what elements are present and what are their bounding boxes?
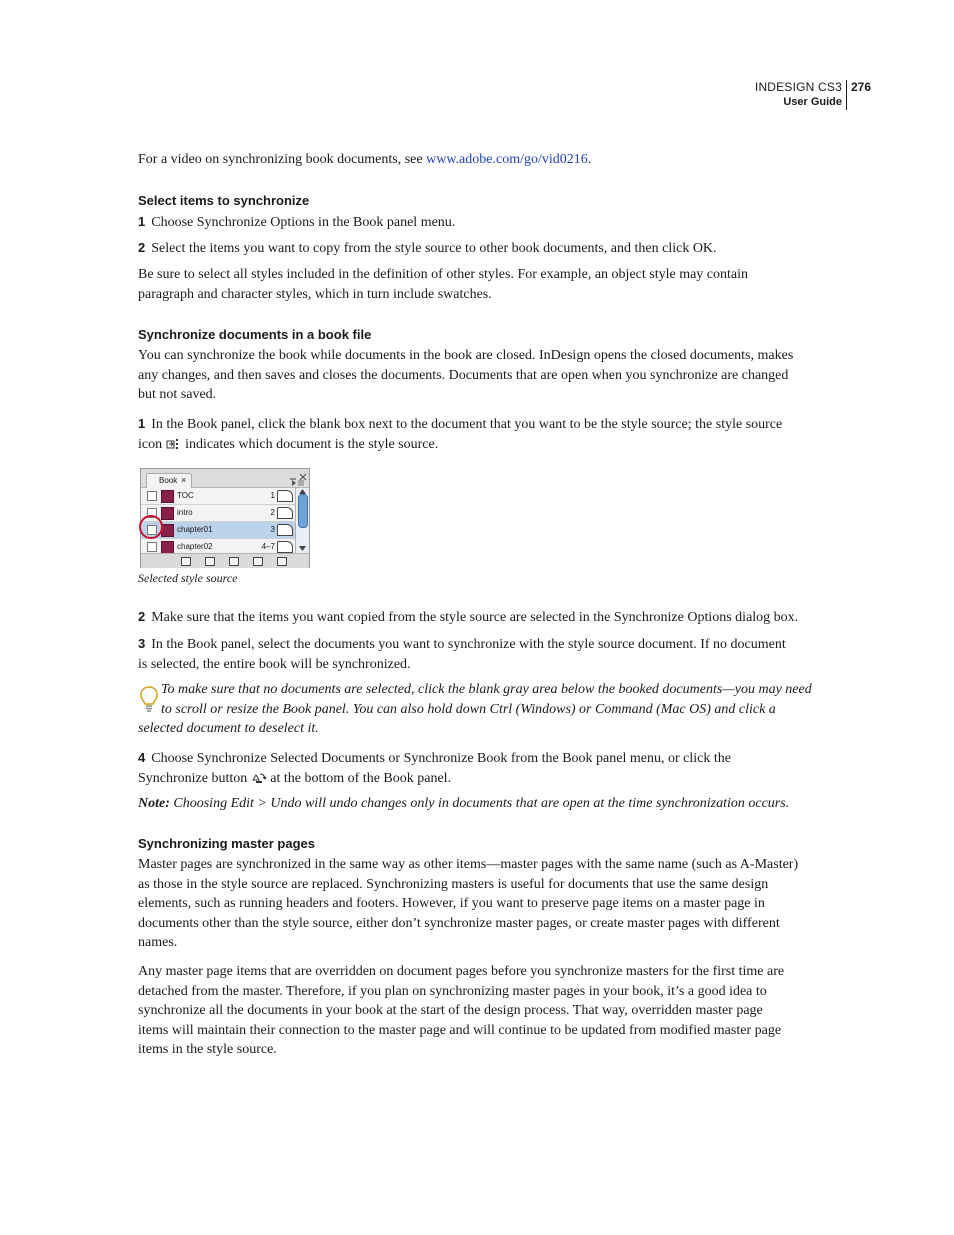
step-1-select: 1 Choose Synchronize Options in the Book panel menu. [138, 214, 456, 230]
section-heading-master-pages: Synchronizing master pages [138, 836, 315, 851]
synchronize-paragraph: You can synchronize the book while documents in the book are closed. InDesign opens the closed documents, makes any changes, and then saves and closes the documents. Documents that are open when you synchronize are changed but not saved. [138, 348, 794, 403]
add-document-icon[interactable] [253, 557, 263, 566]
panel-menu-icon[interactable] [291, 479, 305, 486]
intro-paragraph: For a video on synchronizing book documents, see www.adobe.com/go/vid0216. [138, 152, 592, 167]
tip-paragraph: To make sure that no documents are selected, click the blank gray area below the booked documents—you may need to scroll or resize the Book panel. You can also hold down Ctrl (Windows) or Command (Mac OS) and click a selected document to deselect it. [138, 682, 812, 737]
master-pages-paragraph-1: Master pages are synchronized in the same way as other items—master pages with the same name (such as A-Master) as those in the style source are replaced. Synchronizing masters is useful for documents that use the same design elements, such as running headers and footers. However, if you want to preserve page items on a master page in documents other than the style source, either don’t synchronize master pages, or create master pages with different names. [138, 857, 799, 951]
step-2-select: 2 Select the items you want to copy from the style source to other book documents, and then click OK. [138, 240, 717, 256]
list-item[interactable]: chapter01 3 [141, 522, 295, 539]
list-item[interactable]: chapter02 4–7 [141, 539, 295, 556]
section-heading-synchronize-documents: Synchronize documents in a book file [138, 327, 372, 342]
book-panel [140, 468, 310, 568]
step-1-style-source: 1 In the Book panel, click the blank box next to the document that you want to be the style source; the style source icon indicates which document is the style source. [138, 416, 783, 452]
style-source-box[interactable] [147, 491, 157, 501]
panel-bottom-toolbar [141, 553, 309, 568]
step-3-select-documents: 3 In the Book panel, select the documents you want to synchronize with the style source document. If no document is selected, the entire book will be synchronized. [138, 636, 786, 672]
style-source-bottom-icon[interactable] [181, 557, 191, 566]
list-item[interactable]: intro 2 [141, 505, 295, 522]
running-header-subtitle: User Guide [783, 96, 842, 108]
master-pages-paragraph-2: Any master page items that are overridden on document pages before you synchronize masters for the first time are detached from the master. Therefore, if you plan on synchronizing master pages in your book, it’s a good idea to synchronize all the documents in your book at the start of the design process. That way, overridden master page items will maintain their connection to the master page and will continue to be updated from modified master page items in the style source. [138, 964, 785, 1058]
document-status-icon [277, 541, 293, 553]
synchronize-button-icon [251, 772, 267, 784]
header-divider [846, 80, 847, 110]
style-source-box[interactable] [147, 542, 157, 552]
remove-document-icon[interactable] [277, 557, 287, 566]
style-source-icon [166, 437, 182, 451]
tab-book[interactable]: Book × [146, 473, 192, 488]
document-status-icon [277, 524, 293, 536]
scrollbar-thumb[interactable] [298, 494, 308, 528]
note-paragraph: Note: Choosing Edit > Undo will undo changes only in documents that are open at the time synchronization occurs. [138, 796, 790, 811]
step-2-options: 2 Make sure that the items you want copied from the style source are selected in the Synchronize Options dialog box. [138, 609, 799, 625]
video-link[interactable]: www.adobe.com/go/vid0216 [426, 152, 588, 167]
styles-paragraph: Be sure to select all styles included in the definition of other styles. For example, an object style may contain paragraph and character styles, which in turn include swatches. [138, 267, 749, 302]
section-heading-select-items: Select items to synchronize [138, 193, 310, 208]
scroll-down-arrow-icon[interactable] [299, 546, 306, 551]
list-item[interactable]: TOC 1 [141, 488, 295, 505]
document-status-icon [277, 507, 293, 519]
close-icon[interactable]: × [181, 475, 187, 485]
page-number: 276 [851, 80, 872, 94]
save-book-icon[interactable] [205, 557, 215, 566]
figure-caption: Selected style source [138, 571, 238, 585]
panel-title-bar [141, 469, 309, 488]
step-4-synchronize: 4 Choose Synchronize Selected Documents or Synchronize Book from the Book panel menu, or click the Synchronize button at the bottom of the Book panel. [138, 750, 731, 786]
print-book-icon[interactable] [229, 557, 239, 566]
style-source-highlight-circle [139, 515, 163, 539]
document-icon [161, 490, 174, 503]
document-status-icon [277, 490, 293, 502]
running-header-title: INDESIGN CS3 [754, 80, 842, 94]
book-document-list [141, 488, 295, 556]
panel-scrollbar[interactable] [295, 488, 309, 554]
document-icon [161, 507, 174, 520]
